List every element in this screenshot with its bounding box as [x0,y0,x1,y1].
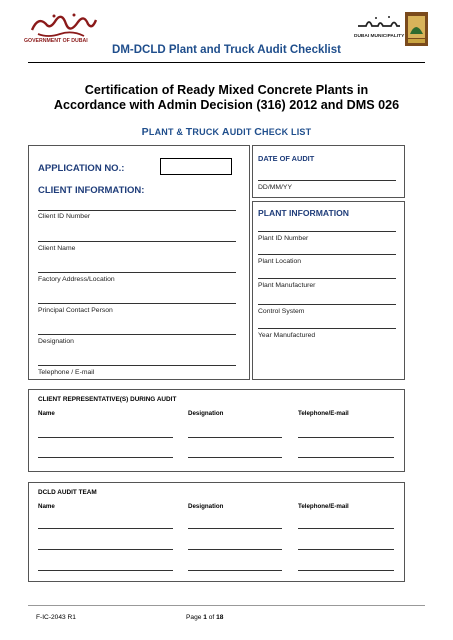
client-rep-1-designation-line[interactable] [188,437,282,438]
designation-line[interactable] [38,334,236,335]
plant-information-box [252,201,405,380]
subtitle-part-4: HECK LIST [262,127,312,137]
client-rep-2-designation-line[interactable] [188,457,282,458]
dcld-member-1-name-line[interactable] [38,528,173,529]
dcld-member-2-designation-line[interactable] [188,549,282,550]
page-indicator [186,614,223,621]
page-total: 18 [216,614,224,621]
certification-title [30,83,423,113]
client-reps-name-header: Name [38,410,55,417]
dcld-member-2-name-line[interactable] [38,549,173,550]
year-manufactured-line[interactable] [258,328,396,329]
telephone-email-label: Telephone / E-mail [38,369,95,376]
factory-address-line[interactable] [38,272,236,273]
plant-id-line[interactable] [258,231,396,232]
footer-divider [28,605,425,606]
date-format-label: DD/MM/YY [258,184,292,191]
plant-location-label: Plant Location [258,258,302,265]
year-manufactured-label: Year Manufactured [258,332,316,339]
application-number-label: APPLICATION NO.: [38,163,125,174]
factory-address-label: Factory Address/Location [38,276,115,283]
telephone-email-line[interactable] [38,365,236,366]
client-representatives-heading: CLIENT REPRESENTATIVE(S) DURING AUDIT [38,396,177,403]
certification-title-line1: Certification of Ready Mixed Concrete Plants in [84,83,369,97]
client-rep-1-telephone-line[interactable] [298,437,394,438]
plant-manufacturer-label: Plant Manufacturer [258,282,316,289]
dcld-member-3-telephone-line[interactable] [298,570,394,571]
gov-logo-text: GOVERNMENT OF DUBAI [24,38,88,44]
designation-label: Designation [38,338,74,345]
application-number-input[interactable] [160,158,232,175]
subtitle-part-3: UDIT [229,127,255,137]
dm-logo-text: DUBAI MUNICIPALITY [354,34,405,39]
plant-location-line[interactable] [258,254,396,255]
client-reps-telephone-header: Telephone/E-mail [298,410,349,417]
client-name-line[interactable] [38,241,236,242]
dcld-team-designation-header: Designation [188,503,224,510]
government-of-dubai-logo [24,10,106,48]
control-system-label: Control System [258,308,305,315]
header-divider [28,62,425,63]
form-code: F-IC-2043 R1 [36,614,76,621]
dcld-member-2-telephone-line[interactable] [298,549,394,550]
subtitle-part-1: LANT & [148,127,186,137]
client-rep-1-name-line[interactable] [38,437,173,438]
page-of: of [206,614,217,621]
dcld-audit-team-heading: DCLD AUDIT TEAM [38,489,97,496]
dcld-member-3-designation-line[interactable] [188,570,282,571]
client-information-heading: CLIENT INFORMATION: [38,185,145,196]
date-of-audit-heading: DATE OF AUDIT [258,154,315,163]
plant-manufacturer-line[interactable] [258,278,396,279]
plant-information-heading: PLANT INFORMATION [258,208,350,218]
client-reps-designation-header: Designation [188,410,224,417]
page-number: 1 [203,614,207,621]
date-of-audit-line[interactable] [258,180,396,181]
plant-id-label: Plant ID Number [258,235,309,242]
dcld-team-telephone-header: Telephone/E-mail [298,503,349,510]
document-title: DM-DCLD Plant and Truck Audit Checklist [112,44,341,56]
client-id-line[interactable] [38,210,236,211]
subtitle-cap-a: A [221,126,230,138]
page-prefix: Page [186,614,204,621]
certification-title-line2: Accordance with Admin Decision (316) 2012 and DMS 026 [53,98,400,112]
client-rep-2-name-line[interactable] [38,457,173,458]
subtitle-cap-c: C [254,126,263,138]
client-id-label: Client ID Number [38,213,91,220]
subtitle-cap-t: T [185,126,193,138]
checklist-subtitle [0,126,453,138]
client-rep-2-telephone-line[interactable] [298,457,394,458]
dcld-member-3-name-line[interactable] [38,570,173,571]
client-name-label: Client Name [38,245,76,252]
principal-contact-line[interactable] [38,303,236,304]
dcld-member-1-designation-line[interactable] [188,528,282,529]
subtitle-cap-p: P [141,126,149,138]
principal-contact-label: Principal Contact Person [38,307,113,314]
dcld-member-1-telephone-line[interactable] [298,528,394,529]
subtitle-part-2: RUCK [192,127,222,137]
dm-calligraphy-icon [356,14,402,30]
control-system-line[interactable] [258,304,396,305]
dcld-team-name-header: Name [38,503,55,510]
dcld-audit-team-box [28,482,405,582]
